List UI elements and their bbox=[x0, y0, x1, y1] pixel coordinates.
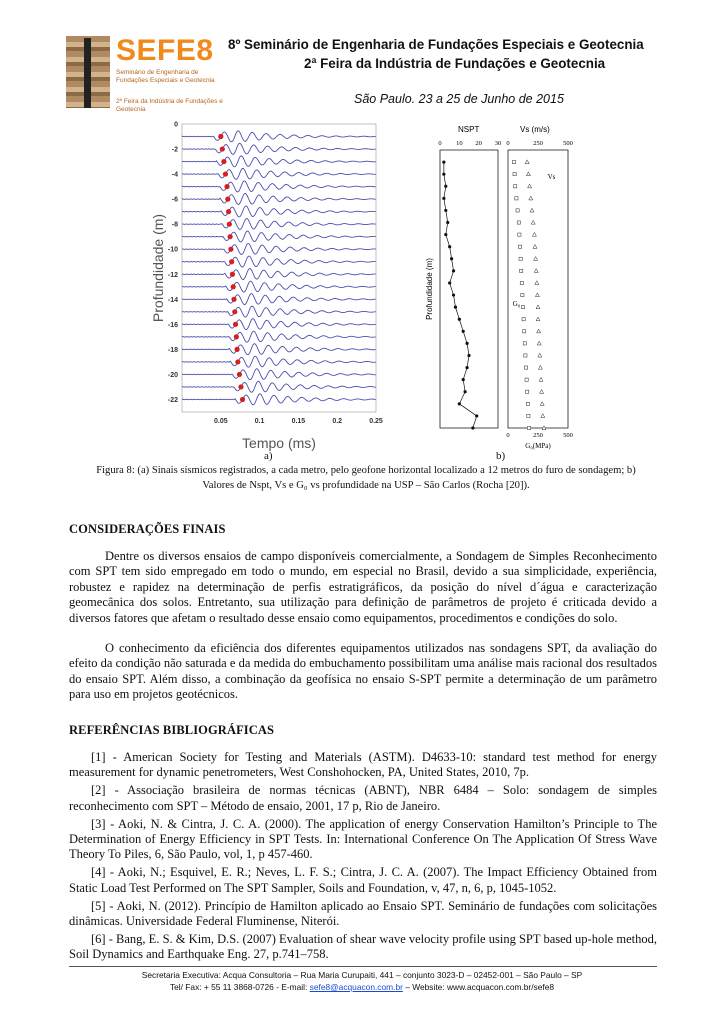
nspt-point bbox=[446, 221, 449, 224]
first-arrival-marker bbox=[228, 234, 233, 239]
footer-contact bbox=[0, 982, 724, 992]
reference-item: [1] - American Society for Testing and Materials (ASTM). D4633-10: standard test method for energy measurement for dynamic penetrometers, West Conshohocken, PA, United States, 2010, 7p. bbox=[69, 750, 657, 780]
plot-area bbox=[182, 124, 376, 412]
g0-point bbox=[520, 269, 523, 272]
y-tick-label: -2 bbox=[171, 146, 178, 154]
nspt-point bbox=[444, 209, 447, 212]
y-axis-label: Profundidade (m) bbox=[150, 213, 166, 323]
first-arrival-marker bbox=[237, 372, 242, 377]
y-tick-label: 0 bbox=[174, 121, 178, 129]
g0-point bbox=[521, 306, 524, 309]
reference-item: [2] - Associação brasileira de normas técnicas (ABNT), NBR 6484 – Solo: sondagem de simples reconhecimento com SPT – Método de ensaio, 2001, 17 p, Rio de Janeiro. bbox=[69, 783, 657, 813]
nspt-point bbox=[454, 306, 457, 309]
g0-point bbox=[513, 173, 516, 176]
g0-point bbox=[527, 426, 530, 429]
nspt-point bbox=[442, 197, 445, 200]
first-arrival-marker bbox=[218, 134, 223, 139]
footer-address: Secretaria Executiva: Acqua Consultoria – Rua Maria Curupaiti, 441 – conjunto 3023-D – 02452-001 – São Paulo – SP bbox=[141, 970, 583, 980]
y-tick-label: -4 bbox=[171, 171, 178, 179]
footer-divider bbox=[69, 966, 657, 967]
reference-item: [4] - Aoki, N.; Esquivel, E. R.; Neves, L. F. S.; Cintra, J. C. A. (2007). The Impact Efficiency Obtained from Static Load Test Performed on The SPT Sampler, Soils and Foundation, v, 47, n, 6, p, 1045-1052. bbox=[69, 865, 657, 895]
y-tick-label: -18 bbox=[167, 346, 178, 354]
nspt-point bbox=[462, 378, 465, 381]
nspt-x-tick-label: 0 bbox=[438, 140, 442, 147]
g0-point bbox=[520, 281, 523, 284]
vs-annotation: Vs bbox=[547, 173, 556, 182]
paragraph-1: Dentre os diversos ensaios de campo disponíveis comercialmente, a Sondagem de Simples Reconhecimento com SPT tem sido empregado em todo o mundo, em especial no Brasil, devido a sua simplicidade, experiência, robustez e rapidez na determinação de perfis estratigráficos, da posição do nível d´água e caracterização geomecânica dos solos. Entretanto, sua utilização para definição de parâmetros de projeto é criticada devido a diversos fatores que afetam o resultado desse ensaio como equipamentos, procedimentos e condições do solo. bbox=[69, 549, 657, 625]
nspt-point bbox=[444, 185, 447, 188]
first-arrival-marker bbox=[238, 384, 243, 389]
sefe8-logo bbox=[66, 34, 223, 116]
header-line-2: 2ª Feira da Indústria de Fundações e Geotecnia bbox=[304, 56, 606, 71]
vs-point bbox=[536, 305, 540, 309]
first-arrival-marker bbox=[240, 397, 245, 402]
first-arrival-marker bbox=[230, 272, 235, 277]
vs-point bbox=[530, 208, 534, 212]
vs-point bbox=[541, 414, 545, 418]
vs-point bbox=[535, 281, 539, 285]
first-arrival-marker bbox=[228, 247, 233, 252]
nspt-point bbox=[462, 330, 465, 333]
vs-point bbox=[538, 353, 542, 357]
nspt-point bbox=[458, 318, 461, 321]
section-heading-references: REFERÊNCIAS BIBLIOGRÁFICAS bbox=[69, 723, 275, 737]
g0-point bbox=[523, 330, 526, 333]
vs-top-tick-label: 500 bbox=[563, 140, 573, 147]
g0-point bbox=[527, 414, 530, 417]
x-tick-label: 0.2 bbox=[332, 418, 343, 425]
g0-point bbox=[518, 245, 521, 248]
nspt-point bbox=[450, 257, 453, 260]
reference-item: [6] - Bang, E. S. & Kim, D.S. (2007) Evaluation of shear wave velocity profile using SPT based up-hole method, Soil Dynamics and Earthquake Eng. 27, p.741–758. bbox=[69, 931, 657, 962]
first-arrival-marker bbox=[229, 259, 234, 264]
vs-point bbox=[526, 172, 530, 176]
g0-point bbox=[521, 293, 524, 296]
logo-brand: SEFE8 bbox=[116, 34, 214, 67]
vs-point bbox=[537, 329, 541, 333]
depth-axis-label: Profundidade (m) bbox=[425, 258, 434, 320]
vs-point bbox=[525, 160, 529, 164]
nspt-point bbox=[467, 354, 470, 357]
nspt-point bbox=[475, 414, 478, 417]
g0-point bbox=[517, 221, 520, 224]
first-arrival-marker bbox=[224, 184, 229, 189]
vs-point bbox=[534, 269, 538, 273]
first-arrival-marker bbox=[226, 209, 231, 214]
logo-subtitle: Seminário de Engenharia de Fundações Especiais e Geotecnia bbox=[116, 69, 215, 84]
vs-point bbox=[535, 293, 539, 297]
reference-list bbox=[69, 750, 657, 965]
first-arrival-marker bbox=[221, 159, 226, 164]
vs-point bbox=[532, 232, 536, 236]
first-arrival-marker bbox=[231, 297, 236, 302]
g0-point bbox=[518, 233, 521, 236]
y-tick-label: -14 bbox=[167, 296, 178, 304]
figure-caption: Figura 8: (a) Sinais sísmicos registrados, a cada metro, pelo geofone horizontal localizado a 12 metros do furo de sondagem; b) Valores de Nspt, Vs e G₀ vs profundidade na USP – São Carlos (Rocha [20]). bbox=[96, 465, 636, 491]
figure-label-b: b) bbox=[496, 450, 506, 462]
seismic-traces-chart bbox=[148, 116, 388, 460]
footer-website: – Website: www.acquacon.com.br/sefe8 bbox=[402, 982, 555, 992]
y-tick-label: -8 bbox=[171, 221, 178, 229]
nspt-point bbox=[465, 342, 468, 345]
figure-label-a: a) bbox=[264, 450, 273, 462]
first-arrival-marker bbox=[231, 284, 236, 289]
g0-point bbox=[524, 366, 527, 369]
first-arrival-marker bbox=[234, 347, 239, 352]
nspt-vs-profile-chart bbox=[412, 120, 582, 470]
g0-point bbox=[514, 185, 517, 188]
g0-point bbox=[522, 318, 525, 321]
vs-point bbox=[539, 377, 543, 381]
logo-pile-graphic bbox=[84, 38, 91, 108]
g0-point bbox=[516, 209, 519, 212]
vs-point bbox=[537, 341, 541, 345]
reference-item: [3] - Aoki, N. & Cintra, J. C. A. (2000). The application of energy Conservation Hamilton’s Principle to The Determination of Energy Efficiency in SPT Tests. In: International Conference On The Application Of Stress Wave Theory To Piles, 6, São Paulo, vol, 1, p 457-460. bbox=[69, 816, 657, 862]
reference-item: [5] - Aoki, N. (2012). Princípio de Hamilton aplicado ao Ensaio SPT. Seminário de fundações com solicitações dinâmicas. Universidade Federal Fluminense, Niterói. bbox=[69, 898, 657, 929]
y-tick-label: -10 bbox=[167, 246, 178, 254]
section-heading-final-considerations: CONSIDERAÇÕES FINAIS bbox=[69, 522, 226, 536]
vs-point bbox=[528, 184, 532, 188]
first-arrival-marker bbox=[233, 322, 238, 327]
y-tick-label: -16 bbox=[167, 321, 178, 329]
vs-title: Vs (m/s) bbox=[520, 125, 550, 134]
first-arrival-marker bbox=[234, 334, 239, 339]
nspt-point bbox=[442, 173, 445, 176]
g0-bottom-tick-label: 0 bbox=[506, 432, 510, 439]
first-arrival-marker bbox=[227, 222, 232, 227]
nspt-point bbox=[444, 233, 447, 236]
nspt-point bbox=[471, 426, 474, 429]
nspt-title: NSPT bbox=[458, 125, 480, 134]
vs-point bbox=[534, 257, 538, 261]
first-arrival-marker bbox=[235, 359, 240, 364]
vs-point bbox=[529, 196, 533, 200]
logo-subtitle-2: 2ª Feira da Indústria de Fundações e Geotecnia bbox=[116, 98, 223, 113]
vs-point bbox=[540, 402, 544, 406]
y-tick-label: -6 bbox=[171, 196, 178, 204]
g0-annotation: G₀ bbox=[512, 299, 521, 308]
x-tick-label: 0.1 bbox=[254, 418, 265, 425]
nspt-point bbox=[448, 281, 451, 284]
first-arrival-marker bbox=[223, 171, 228, 176]
paragraph-2: O conhecimento da eficiência dos diferentes equipamentos utilizados nas sondagens SPT, da avaliação do efeito da condição não saturada e da medida do embuchamento possibilitam uma análise mais racional dos resultados do ensaio SPT. Além disso, a combinação da geofísica no ensaio S-SPT permite a determinação de um parâmetro para uso em projetos geotécnicos. bbox=[69, 641, 657, 702]
first-arrival-marker bbox=[225, 197, 230, 202]
g0-point bbox=[526, 390, 529, 393]
vs-point bbox=[540, 390, 544, 394]
g0-point bbox=[526, 402, 529, 405]
vs-point bbox=[531, 220, 535, 224]
nspt-line bbox=[444, 162, 477, 428]
header-date: São Paulo. 23 a 25 de Junho de 2015 bbox=[354, 92, 564, 106]
g0-point bbox=[512, 160, 515, 163]
nspt-point bbox=[458, 402, 461, 405]
vs-top-tick-label: 250 bbox=[533, 140, 543, 147]
nspt-x-tick-label: 10 bbox=[456, 140, 463, 147]
x-tick-label: 0.25 bbox=[369, 418, 383, 425]
g0-point bbox=[525, 378, 528, 381]
g0-point bbox=[524, 354, 527, 357]
vs-top-tick-label: 0 bbox=[506, 140, 510, 147]
x-axis-label: Tempo (ms) bbox=[242, 435, 316, 451]
header-line-1: 8º Seminário de Engenharia de Fundações Especiais e Geotecnia bbox=[228, 37, 644, 52]
x-tick-label: 0.05 bbox=[213, 418, 228, 425]
nspt-point bbox=[464, 390, 467, 393]
y-tick-label: -22 bbox=[167, 396, 178, 404]
g0-point bbox=[523, 342, 526, 345]
nspt-point bbox=[442, 160, 445, 163]
nspt-x-tick-label: 20 bbox=[475, 140, 482, 147]
y-tick-label: -12 bbox=[167, 271, 178, 279]
nspt-x-tick-label: 30 bbox=[494, 140, 502, 147]
y-tick-label: -20 bbox=[167, 371, 178, 379]
vs-point bbox=[536, 317, 540, 321]
first-arrival-marker bbox=[232, 309, 237, 314]
g0-bottom-tick-label: 250 bbox=[533, 432, 543, 439]
g0-point bbox=[515, 197, 518, 200]
g0-bottom-tick-label: 500 bbox=[563, 432, 573, 439]
x-tick-label: 0.15 bbox=[291, 418, 306, 425]
g0-axis-label: G₀(MPa) bbox=[525, 442, 551, 450]
vs-point bbox=[538, 365, 542, 369]
first-arrival-marker bbox=[220, 146, 225, 151]
footer-phone: Tel/ Fax: + 55 11 3868-0726 - E-mail: bbox=[169, 982, 310, 992]
nspt-point bbox=[452, 269, 455, 272]
footer-email-link[interactable]: sefe8@acquacon.com.br bbox=[309, 982, 403, 992]
vs-panel-frame bbox=[508, 150, 568, 428]
nspt-point bbox=[448, 245, 451, 248]
vs-point bbox=[533, 244, 537, 248]
nspt-point bbox=[465, 366, 468, 369]
nspt-point bbox=[452, 293, 455, 296]
g0-point bbox=[519, 257, 522, 260]
nspt-panel-frame bbox=[440, 150, 498, 428]
